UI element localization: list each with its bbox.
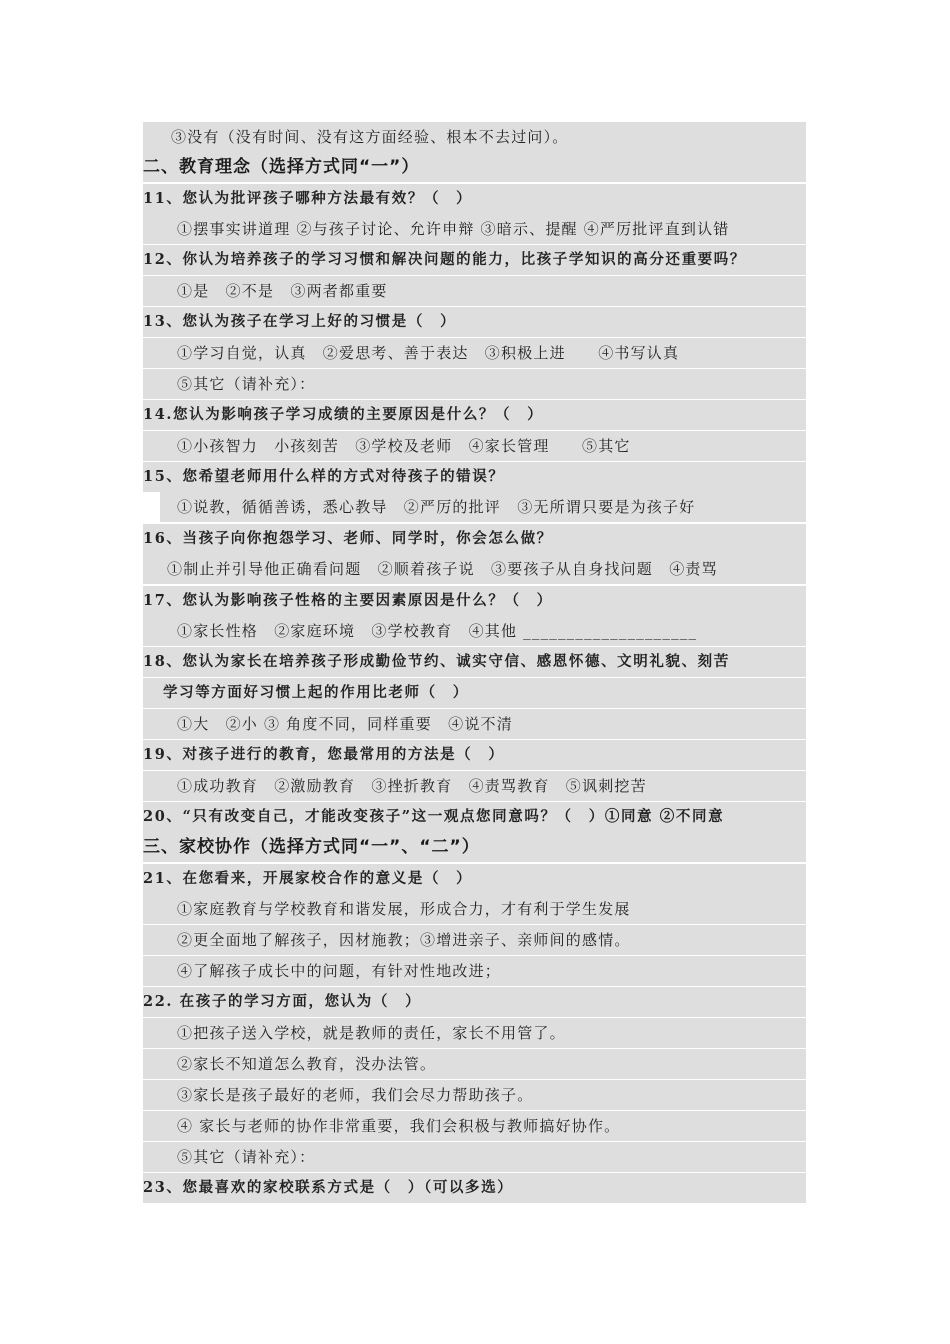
question-12-options: ①是 ②不是 ③两者都重要 xyxy=(143,276,806,306)
question-11: 11、您认为批评孩子哪种方法最有效？（ ） xyxy=(143,184,806,214)
question-22: 22. 在孩子的学习方面，您认为（ ） xyxy=(143,987,806,1017)
line-gap xyxy=(143,492,160,522)
question-13-options-extra: ⑤其它（请补充）： xyxy=(143,369,806,399)
section-heading-2: 二、教育理念（选择方式同“一”） xyxy=(143,152,806,182)
question-21: 21、在您看来，开展家校合作的意义是（ ） xyxy=(143,864,806,894)
question-22-option-2: ②家长不知道怎么教育，没办法管。 xyxy=(143,1049,806,1079)
question-22-option-1: ①把孩子送入学校，就是教师的责任，家长不用管了。 xyxy=(143,1018,806,1048)
question-22-option-5: ⑤其它（请补充）： xyxy=(143,1142,806,1172)
question-15: 15、您希望老师用什么样的方式对待孩子的错误？ xyxy=(143,462,806,492)
option-text: ③没有（没有时间、没有这方面经验、根本不去过问）。 xyxy=(143,122,806,152)
question-17: 17、您认为影响孩子性格的主要因素原因是什么？（ ） xyxy=(143,586,806,616)
question-22-option-4: ④ 家长与老师的协作非常重要，我们会积极与教师搞好协作。 xyxy=(143,1111,806,1141)
question-19: 19、对孩子进行的教育，您最常用的方法是（ ） xyxy=(143,740,806,770)
question-14-options: ①小孩智力 小孩刻苦 ③学校及老师 ④家长管理 ⑤其它 xyxy=(143,431,806,461)
question-12: 12、你认为培养孩子的学习习惯和解决问题的能力，比孩子学知识的高分还重要吗？ xyxy=(143,245,806,275)
question-23: 23、您最喜欢的家校联系方式是（ ）（可以多选） xyxy=(143,1173,806,1203)
question-22-option-3: ③家长是孩子最好的老师，我们会尽力帮助孩子。 xyxy=(143,1080,806,1110)
question-15-options: ①说教，循循善诱，悉心教导 ②严厉的批评 ③无所谓只要是为孩子好 xyxy=(143,492,806,522)
question-13-options: ①学习自觉，认真 ②爱思考、善于表达 ③积极上进 ④书写认真 xyxy=(143,338,806,368)
question-14: 14.您认为影响孩子学习成绩的主要原因是什么？（ ） xyxy=(143,400,806,430)
question-18: 18、您认为家长在培养孩子形成勤俭节约、诚实守信、感恩怀德、文明礼貌、刻苦 xyxy=(143,647,806,677)
question-18-continued: 学习等方面好习惯上起的作用比老师（ ） xyxy=(143,678,806,708)
question-21-option-2: ②更全面地了解孩子，因材施教；③增进亲子、亲师间的感情。 xyxy=(143,925,806,955)
question-16: 16、当孩子向你抱怨学习、老师、同学时，你会怎么做？ xyxy=(143,524,806,554)
question-11-options: ①摆事实讲道理 ②与孩子讨论、允许申辩 ③暗示、提醒 ④严厉批评直到认错 xyxy=(143,214,806,244)
question-19-options: ①成功教育 ②激励教育 ③挫折教育 ④责骂教育 ⑤讽刺挖苦 xyxy=(143,771,806,801)
question-21-option-4: ④了解孩子成长中的问题，有针对性地改进； xyxy=(143,956,806,986)
question-16-options: ①制止并引导他正确看问题 ②顺着孩子说 ③要孩子从自身找问题 ④责骂 xyxy=(143,554,806,584)
question-13: 13、您认为孩子在学习上好的习惯是（ ） xyxy=(143,307,806,337)
question-18-options: ①大 ②小 ③ 角度不同，同样重要 ④说不清 xyxy=(143,709,806,739)
question-20: 20、“只有改变自己，才能改变孩子”这一观点您同意吗？（ ）①同意 ②不同意 xyxy=(143,802,806,832)
question-17-options: ①家长性格 ②家庭环境 ③学校教育 ④其他 ____________________ xyxy=(143,616,806,646)
question-21-option-1: ①家庭教育与学校教育和谐发展，形成合力，才有利于学生发展 xyxy=(143,894,806,924)
section-heading-3: 三、家校协作（选择方式同“一”、“二”） xyxy=(143,832,806,862)
